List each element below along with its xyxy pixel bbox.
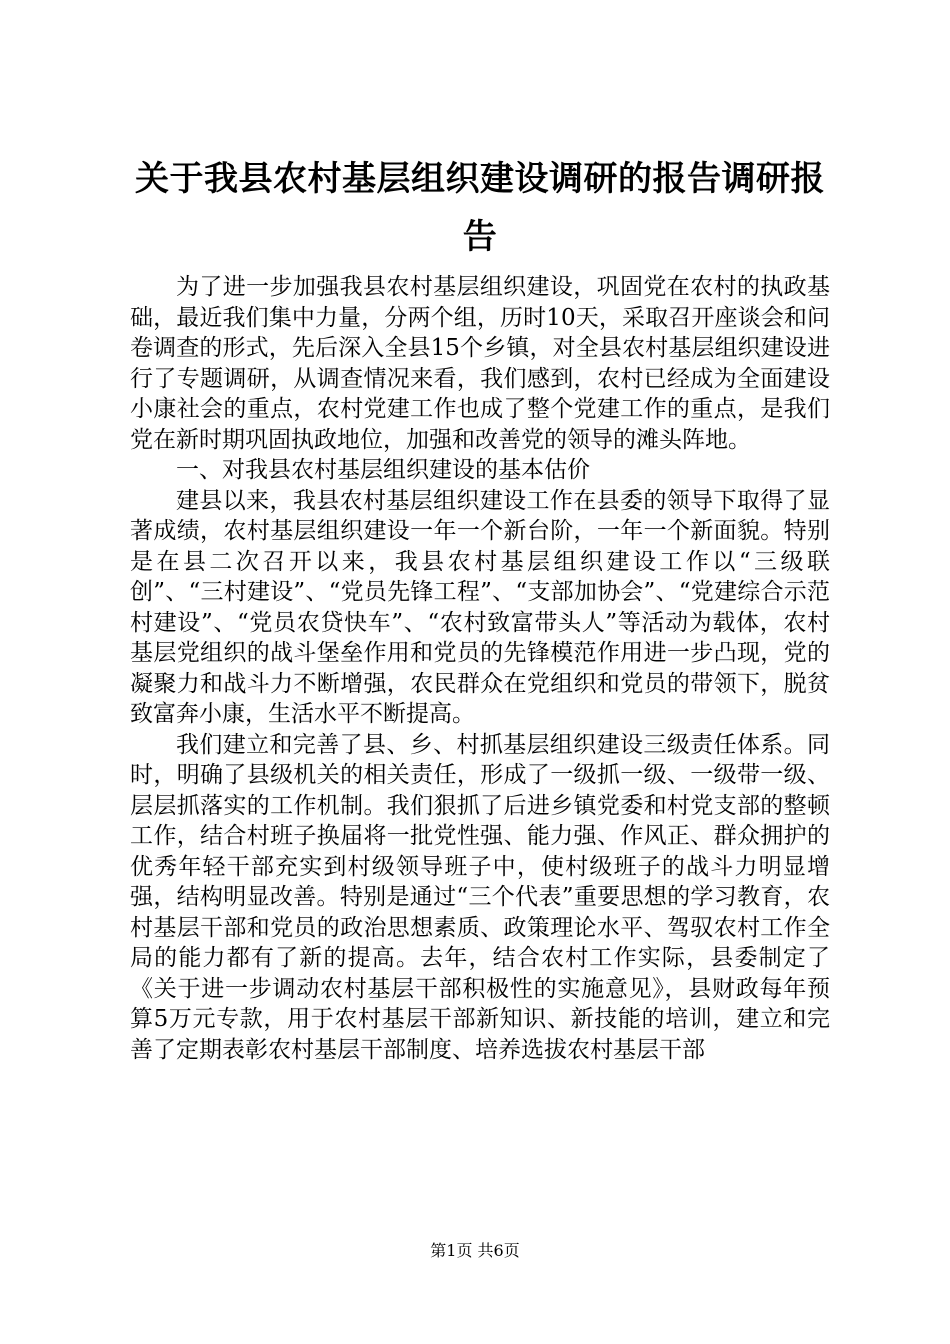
paragraph-achievements: 建县以来，我县农村基层组织建设工作在县委的领导下取得了显著成绩，农村基层组织建设一年一个新台阶，一年一个新面貌。特别是在县二次召开以来，我县农村基层组织建设工作以“三级联创”、“三村建设”、“党员先锋工程”、“支部加协会”、“党建综合示范村建设”、“党员农贷快车”、“农村致富带头人”等活动为载体，农村基层党组织的战斗堡垒作用和党员的先锋模范作用进一步凸现，党的凝聚力和战斗力不断增强，农民群众在党组织和党员的带领下，脱贫致富奔小康，生活水平不断提高。 [130,487,830,727]
document-page [130,150,830,1065]
document-body [130,272,830,1065]
paragraph-intro: 为了进一步加强我县农村基层组织建设，巩固党在农村的执政基础，最近我们集中力量，分两个组，历时10天，采取召开座谈会和问卷调查的形式，先后深入全县15个乡镇，对全县农村基层组织建设进行了专题调研，从调查情况来看，我们感到，农村已经成为全面建设小康社会的重点，农村党建工作也成了整个党建工作的重点，是我们党在新时期巩固执政地位，加强和改善党的领导的滩头阵地。 [130,274,830,453]
page-number-indicator: 第1页 共6页 [430,1241,520,1260]
paragraph-responsibility-system: 我们建立和完善了县、乡、村抓基层组织建设三级责任体系。同时，明确了县级机关的相关责任，形成了一级抓一级、一级带一级、层层抓落实的工作机制。我们狠抓了后进乡镇党委和村党支部的整顿工作，结合村班子换届将一批党性强、能力强、作风正、群众拥护的优秀年轻干部充实到村级领导班子中，使村级班子的战斗力明显增强，结构明显改善。特别是通过“三个代表”重要思想的学习教育，农村基层干部和党员的政治思想素质、政策理论水平、驾驭农村工作全局的能力都有了新的提高。去年，结合农村工作实际，县委制定了《关于进一步调动农村基层干部积极性的实施意见》，县财政每年预算5万元专款，用于农村基层干部新知识、新技能的培训，建立和完善了定期表彰农村基层干部制度、培养选拔农村基层干部 [130,731,830,1063]
page-footer [0,1240,950,1262]
section-heading: 一、对我县农村基层组织建设的基本估价 [176,457,590,483]
document-title: 关于我县农村基层组织建设调研的报告调研报告 [135,159,825,257]
